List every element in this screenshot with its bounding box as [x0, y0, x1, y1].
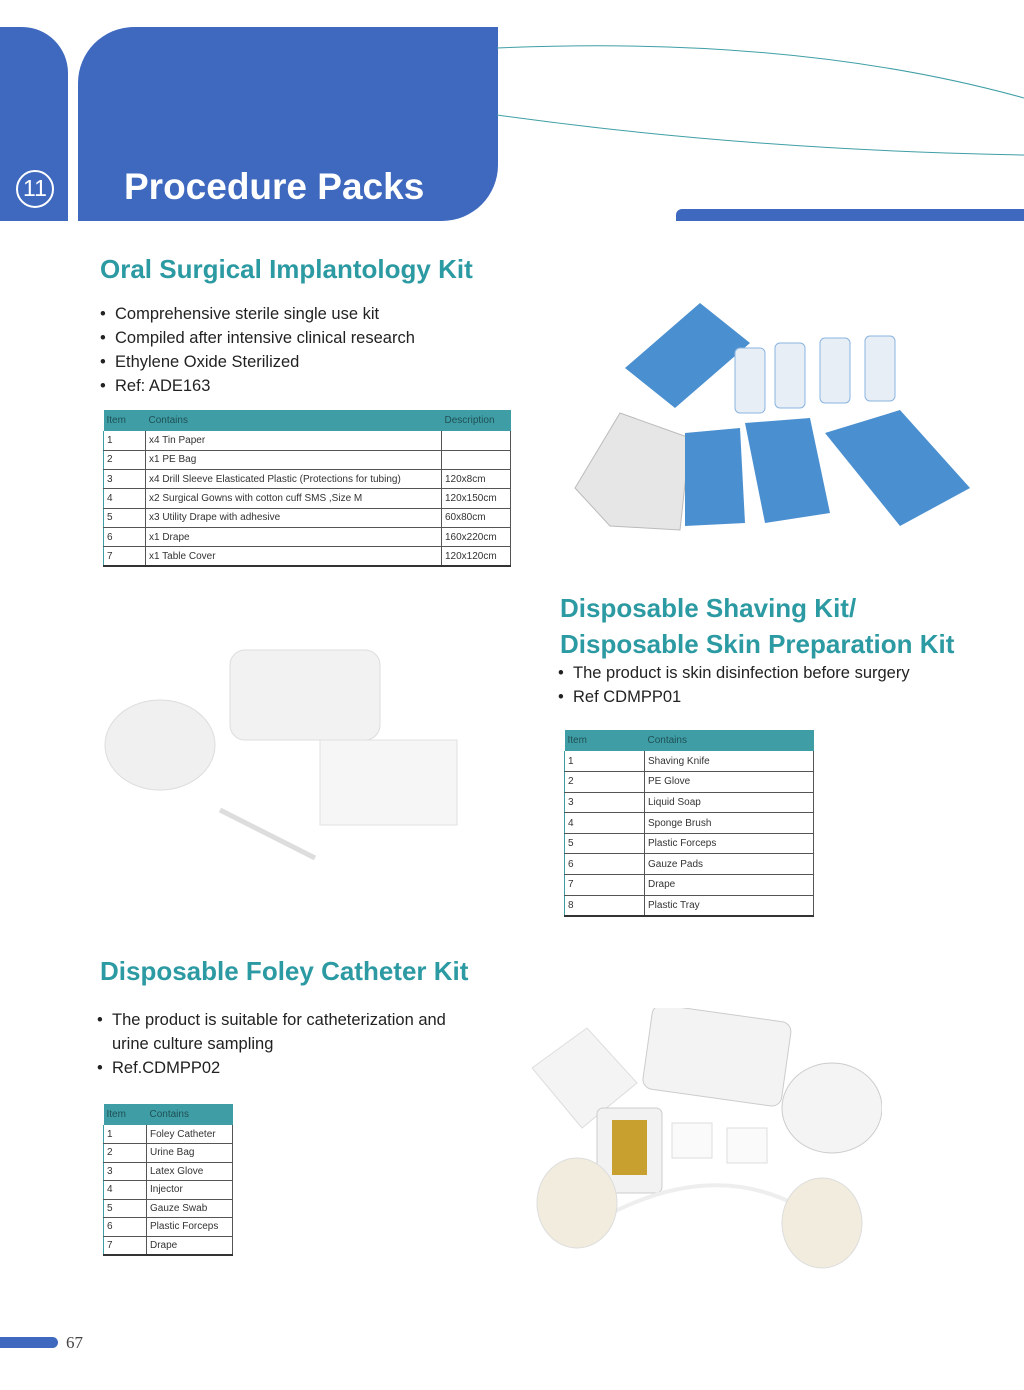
table-cell: 5 — [104, 508, 146, 527]
table-cell: x1 Drape — [146, 527, 442, 546]
foley-kit-bullets — [97, 1008, 477, 1080]
table-row — [104, 1199, 233, 1218]
table-cell: Liquid Soap — [645, 792, 814, 813]
table-cell: 6 — [104, 1218, 147, 1237]
table-cell: 8 — [565, 895, 645, 916]
table-cell: Urine Bag — [147, 1144, 233, 1163]
table-cell: 5 — [104, 1199, 147, 1218]
bullet: • Ref: ADE163 — [100, 374, 415, 398]
bullet: • Ref.CDMPP02 — [97, 1056, 477, 1080]
table-cell: 5 — [565, 833, 645, 854]
col-header: Item — [565, 730, 645, 751]
page-number: 67 — [66, 1333, 83, 1352]
shaving-kit-bullets — [558, 661, 910, 709]
table-row — [565, 875, 814, 896]
bullet: • Comprehensive sterile single use kit — [100, 302, 415, 326]
table-cell: 7 — [104, 1236, 147, 1255]
table-cell: 1 — [104, 1125, 147, 1144]
oral-kit-bullets — [100, 302, 415, 398]
col-header: Contains — [645, 730, 814, 751]
table-cell: 120x8cm — [442, 470, 511, 489]
table-cell: Foley Catheter — [147, 1125, 233, 1144]
table-row — [104, 1218, 233, 1237]
bullet: • The product is skin disinfection before surgery — [558, 661, 910, 685]
table-cell: 4 — [104, 1181, 147, 1200]
table-row — [104, 1162, 233, 1181]
foley-kit-table — [103, 1104, 233, 1256]
table-row — [104, 1181, 233, 1200]
table-cell: 1 — [565, 751, 645, 772]
table-row — [104, 1236, 233, 1255]
bullet: • Ethylene Oxide Sterilized — [100, 350, 415, 374]
table-row — [565, 772, 814, 793]
chapter-number: 11 — [16, 170, 54, 208]
table-cell: 6 — [565, 854, 645, 875]
table-cell: x4 Drill Sleeve Elasticated Plastic (Protections for tubing) — [146, 470, 442, 489]
table-cell: 60x80cm — [442, 508, 511, 527]
table-cell: Gauze Swab — [147, 1199, 233, 1218]
table-row — [104, 1125, 233, 1144]
oral-kit-table — [103, 410, 511, 567]
table-cell: x1 Table Cover — [146, 547, 442, 566]
section-title-shaving-kit-line1: Disposable Shaving Kit/ — [560, 593, 857, 623]
table-cell — [442, 450, 511, 469]
table-row — [104, 508, 511, 527]
table-row — [565, 792, 814, 813]
col-header: Item — [104, 1104, 147, 1125]
table-cell: Injector — [147, 1181, 233, 1200]
table-cell: Shaving Knife — [645, 751, 814, 772]
table-row — [104, 470, 511, 489]
table-row — [565, 895, 814, 916]
col-header: Contains — [147, 1104, 233, 1125]
table-cell: 160x220cm — [442, 527, 511, 546]
table-cell: Plastic Forceps — [147, 1218, 233, 1237]
table-row — [565, 751, 814, 772]
table-cell: Drape — [645, 875, 814, 896]
table-cell: 120x150cm — [442, 489, 511, 508]
oral-kit-product-image — [570, 298, 970, 538]
table-cell: 3 — [104, 1162, 147, 1181]
table-row — [104, 431, 511, 450]
table-row — [565, 833, 814, 854]
table-cell: PE Glove — [645, 772, 814, 793]
table-cell: Gauze Pads — [645, 854, 814, 875]
page-number-bar — [0, 1337, 58, 1348]
table-cell: 3 — [104, 470, 146, 489]
shaving-kit-product-image — [100, 620, 465, 870]
bullet: • The product is suitable for catheterization and urine culture sampling — [97, 1008, 477, 1056]
table-cell — [442, 431, 511, 450]
bullet: • Ref CDMPP01 — [558, 685, 910, 709]
table-cell: 4 — [104, 489, 146, 508]
table-cell: Plastic Forceps — [645, 833, 814, 854]
header-accent-bar — [676, 209, 1024, 221]
section-title-oral-kit: Oral Surgical Implantology Kit — [100, 254, 473, 284]
col-header: Contains — [146, 410, 442, 431]
table-row — [104, 1144, 233, 1163]
table-cell: 4 — [565, 813, 645, 834]
foley-kit-product-image — [532, 1008, 882, 1283]
bullet: • Compiled after intensive clinical research — [100, 326, 415, 350]
shaving-kit-table — [564, 730, 814, 917]
table-cell: 1 — [104, 431, 146, 450]
table-cell: x3 Utility Drape with adhesive — [146, 508, 442, 527]
table-cell: 7 — [565, 875, 645, 896]
table-cell: Plastic Tray — [645, 895, 814, 916]
table-cell: Latex Glove — [147, 1162, 233, 1181]
table-row — [104, 450, 511, 469]
section-title-shaving-kit-line2: Disposable Skin Preparation Kit — [560, 629, 955, 659]
table-cell: 2 — [104, 1144, 147, 1163]
table-cell: x1 PE Bag — [146, 450, 442, 469]
table-cell: Drape — [147, 1236, 233, 1255]
table-row — [104, 547, 511, 566]
col-header: Description — [442, 410, 511, 431]
table-cell: 120x120cm — [442, 547, 511, 566]
table-row — [565, 813, 814, 834]
table-cell: x2 Surgical Gowns with cotton cuff SMS ,Size M — [146, 489, 442, 508]
table-row — [104, 527, 511, 546]
col-header: Item — [104, 410, 146, 431]
table-row — [104, 489, 511, 508]
page-title: Procedure Packs — [124, 166, 425, 207]
table-cell: Sponge Brush — [645, 813, 814, 834]
table-cell: 3 — [565, 792, 645, 813]
table-cell: x4 Tin Paper — [146, 431, 442, 450]
table-cell: 2 — [565, 772, 645, 793]
table-cell: 7 — [104, 547, 146, 566]
table-cell: 2 — [104, 450, 146, 469]
section-title-foley-kit: Disposable Foley Catheter Kit — [100, 956, 469, 986]
table-cell: 6 — [104, 527, 146, 546]
table-row — [565, 854, 814, 875]
decorative-curves — [497, 40, 1024, 170]
